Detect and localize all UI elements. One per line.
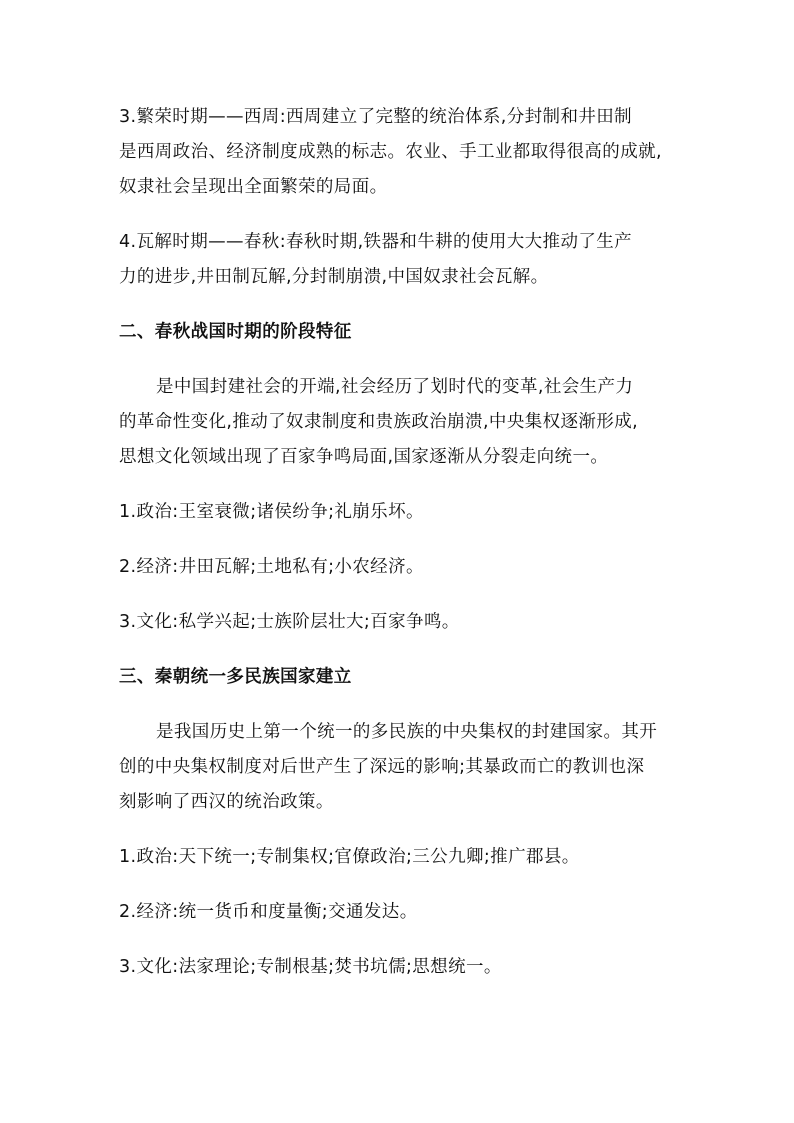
text-line: 思想文化领域出现了百家争鸣局面,国家逐渐从分裂走向统一。 bbox=[119, 447, 609, 467]
section-heading-qin: 三、秦朝统一多民族国家建立 bbox=[119, 667, 352, 687]
text-line: 2.经济:井田瓦解;土地私有;小农经济。 bbox=[119, 557, 424, 577]
text-line: 3.文化:法家理论;专制根基;焚书坑儒;思想统一。 bbox=[119, 957, 502, 977]
text-line: 是中国封建社会的开端,社会经历了划时代的变革,社会生产力 bbox=[156, 377, 634, 397]
text-line: 创的中央集权制度对后世产生了深远的影响;其暴政而亡的教训也深 bbox=[119, 757, 645, 777]
list-item-qin-economy bbox=[119, 895, 679, 930]
text-line: 奴隶社会呈现出全面繁荣的局面。 bbox=[119, 177, 388, 197]
text-line: 2.经济:统一货币和度量衡;交通发达。 bbox=[119, 902, 418, 922]
text-line: 1.政治:王室衰微;诸侯纷争;礼崩乐坏。 bbox=[119, 502, 424, 522]
list-item-economy bbox=[119, 550, 679, 585]
text-line: 是我国历史上第一个统一的多民族的中央集权的封建国家。其开 bbox=[156, 722, 658, 742]
list-item-qin-politics bbox=[119, 840, 679, 875]
paragraph-qin-intro bbox=[119, 715, 679, 820]
list-item-politics bbox=[119, 495, 679, 530]
text-line: 3.繁荣时期——西周:西周建立了完整的统治体系,分封制和井田制 bbox=[119, 107, 633, 127]
section-heading-warring-states: 二、春秋战国时期的阶段特征 bbox=[119, 322, 352, 342]
paragraph-spring-autumn bbox=[119, 225, 679, 295]
text-line: 3.文化:私学兴起;士族阶层壮大;百家争鸣。 bbox=[119, 612, 460, 632]
text-line: 是西周政治、经济制度成熟的标志。农业、手工业都取得很高的成就, bbox=[119, 142, 662, 162]
text-line: 力的进步,井田制瓦解,分封制崩溃,中国奴隶社会瓦解。 bbox=[119, 267, 549, 287]
text-line: 4.瓦解时期——春秋:春秋时期,铁器和牛耕的使用大大推动了生产 bbox=[119, 232, 633, 252]
paragraph-warring-states-intro bbox=[119, 370, 679, 475]
paragraph-western-zhou bbox=[119, 100, 679, 205]
list-item-qin-culture bbox=[119, 950, 679, 985]
document-body bbox=[119, 100, 679, 985]
text-line: 的革命性变化,推动了奴隶制度和贵族政治崩溃,中央集权逐渐形成, bbox=[119, 412, 639, 432]
text-line: 1.政治:天下统一;专制集权;官僚政治;三公九卿;推广郡县。 bbox=[119, 847, 580, 867]
text-line: 刻影响了西汉的统治政策。 bbox=[119, 792, 334, 812]
list-item-culture bbox=[119, 605, 679, 640]
